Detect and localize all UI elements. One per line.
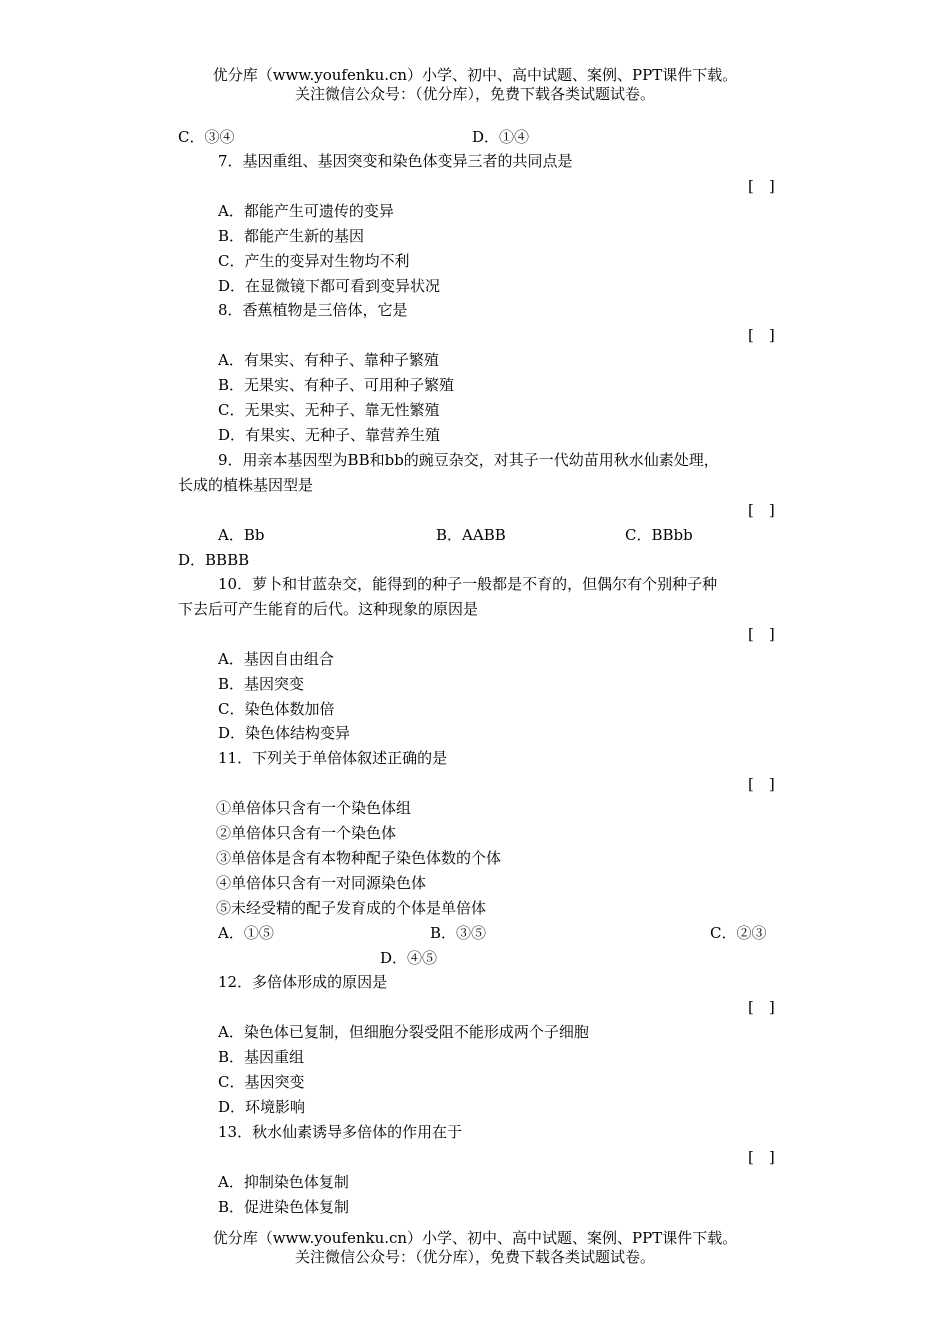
q11-answer-bracket: [ ] (748, 775, 775, 793)
q13-answer-bracket: [ ] (748, 1148, 775, 1166)
q11-statement-1: ①单倍体只含有一个染色体组 (216, 799, 412, 817)
q9-option-c: C．BBbb (625, 526, 693, 544)
q8-option-d: D．有果实、无种子、靠营养生殖 (218, 426, 441, 444)
q8-answer-bracket: [ ] (748, 326, 775, 344)
q8-option-c: C．无果实、无种子、靠无性繁殖 (218, 401, 440, 419)
q10-stem-line-2: 下去后可产生能育的后代。这种现象的原因是 (178, 600, 479, 618)
q7-stem: 7．基因重组、基因突变和染色体变异三者的共同点是 (218, 152, 573, 170)
q11-option-c: C．②③ (710, 924, 767, 942)
q8-option-b: B．无果实、有种子、可用种子繁殖 (218, 376, 455, 394)
q7-option-a: A．都能产生可遗传的变异 (218, 202, 394, 220)
q10-option-a: A．基因自由组合 (218, 650, 334, 668)
header-line-2: 关注微信公众号：（优分库），免费下载各类试题试卷。 (294, 85, 655, 103)
q13-option-b: B．促进染色体复制 (218, 1198, 350, 1216)
q9-option-a: A．Bb (218, 526, 265, 544)
q12-answer-bracket: [ ] (748, 998, 775, 1016)
q12-option-a: A．染色体已复制，但细胞分裂受阻不能形成两个子细胞 (218, 1023, 589, 1041)
q9-option-d: D．BBBB (178, 551, 250, 569)
q8-option-a: A．有果实、有种子、靠种子繁殖 (218, 351, 439, 369)
q11-statement-3: ③单倍体是含有本物种配子染色体数的个体 (216, 849, 502, 867)
q10-option-d: D．染色体结构变异 (218, 724, 351, 742)
q10-stem-line-1: 10．萝卜和甘蓝杂交，能得到的种子一般都是不育的，但偶尔有个别种子种 (218, 575, 718, 593)
q11-statement-2: ②单倍体只含有一个染色体 (216, 824, 397, 842)
q9-stem-line-2: 长成的植株基因型是 (178, 476, 314, 494)
q11-statement-5: ⑤未经受精的配子发育成的个体是单倍体 (216, 899, 487, 917)
q12-option-d: D．环境影响 (218, 1098, 306, 1116)
q7-option-c: C．产生的变异对生物均不利 (218, 252, 410, 270)
q11-stem: 11．下列关于单倍体叙述正确的是 (218, 749, 448, 767)
q10-answer-bracket: [ ] (748, 625, 775, 643)
q9-option-b: B．AABB (436, 526, 506, 544)
q8-stem: 8．香蕉植物是三倍体，它是 (218, 301, 408, 319)
q9-answer-bracket: [ ] (748, 501, 775, 519)
q7-option-b: B．都能产生新的基因 (218, 227, 365, 245)
q10-option-c: C．染色体数加倍 (218, 700, 335, 718)
q11-option-a: A．①⑤ (218, 924, 274, 942)
q12-option-c: C．基因突变 (218, 1073, 305, 1091)
q7-option-d: D．在显微镜下都可看到变异状况 (218, 277, 441, 295)
q11-option-d: D．④⑤ (380, 949, 438, 967)
q11-option-b: B．③⑤ (430, 924, 487, 942)
q10-option-b: B．基因突变 (218, 675, 305, 693)
footer-line-1: 优分库（www.youfenku.cn）小学、初中、高中试题、案例、PPT课件下载。 (212, 1229, 738, 1247)
prev-option-d: D．①④ (472, 128, 530, 146)
q11-statement-4: ④单倍体只含有一对同源染色体 (216, 874, 427, 892)
footer-line-2: 关注微信公众号：（优分库），免费下载各类试题试卷。 (294, 1248, 655, 1266)
q9-stem-line-1: 9．用亲本基因型为BB和bb的豌豆杂交，对其子一代幼苗用秋水仙素处理， (218, 451, 719, 469)
q13-stem: 13．秋水仙素诱导多倍体的作用在于 (218, 1123, 463, 1141)
q12-stem: 12．多倍体形成的原因是 (218, 973, 388, 991)
header-line-1: 优分库（www.youfenku.cn）小学、初中、高中试题、案例、PPT课件下载。 (212, 66, 738, 84)
q13-option-a: A．抑制染色体复制 (218, 1173, 349, 1191)
q12-option-b: B．基因重组 (218, 1048, 305, 1066)
prev-option-c: C．③④ (178, 128, 235, 146)
q7-answer-bracket: [ ] (748, 177, 775, 195)
